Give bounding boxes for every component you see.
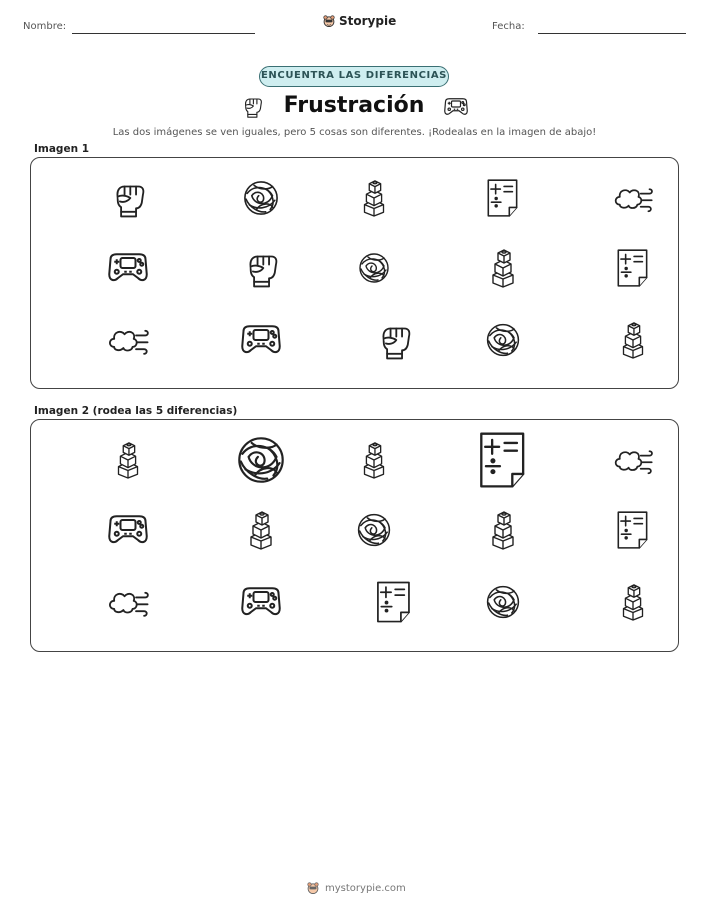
image2-r2c5-math-worksheet-icon[interactable] bbox=[612, 509, 654, 551]
image1-r3c4-tangled-yarn-icon[interactable] bbox=[481, 318, 525, 362]
page-title: Frustración bbox=[283, 93, 425, 118]
storypie-logo bbox=[322, 14, 396, 28]
footer-mascot-icon bbox=[306, 881, 320, 895]
image1-r2c1-game-controller-icon[interactable] bbox=[103, 243, 153, 293]
title-game-controller-icon bbox=[441, 92, 471, 120]
image1-r1c4-math-worksheet-icon[interactable] bbox=[482, 177, 524, 219]
worksheet-type-badge: ENCUENTRA LAS DIFERENCIAS bbox=[259, 66, 449, 87]
image1-r1c5-wind-puff-icon[interactable] bbox=[611, 176, 655, 220]
image1-r1c1-fist-icon[interactable] bbox=[105, 175, 151, 221]
image2-r2c1-game-controller-icon[interactable] bbox=[103, 505, 153, 555]
date-label: Fecha: bbox=[492, 21, 525, 32]
image1-r2c4-stacked-blocks-icon[interactable] bbox=[483, 248, 523, 288]
image1-r3c1-wind-puff-icon[interactable] bbox=[105, 317, 151, 363]
title-fist-icon bbox=[238, 92, 266, 120]
image1-r3c5-stacked-blocks-icon[interactable] bbox=[614, 321, 652, 359]
image1-r1c2-tangled-yarn-icon[interactable] bbox=[238, 175, 284, 221]
image2-panel bbox=[30, 419, 679, 652]
image1-r2c5-math-worksheet-icon[interactable] bbox=[612, 247, 654, 289]
image2-r1c1-stacked-blocks-icon[interactable] bbox=[109, 441, 147, 479]
image2-label: Imagen 2 (rodea las 5 diferencias) bbox=[34, 405, 238, 417]
image2-r1c3-stacked-blocks-icon[interactable] bbox=[355, 441, 393, 479]
image1-label: Imagen 1 bbox=[34, 143, 90, 155]
image1-r3c3-fist-icon[interactable] bbox=[371, 317, 417, 363]
footer-site[interactable]: mystorypie.com bbox=[325, 882, 406, 894]
image1-r3c2-game-controller-icon[interactable] bbox=[236, 315, 286, 365]
name-line[interactable] bbox=[72, 33, 255, 34]
image2-r3c4-tangled-yarn-icon[interactable] bbox=[481, 580, 525, 624]
image1-panel bbox=[30, 157, 679, 389]
image2-r3c1-wind-puff-icon[interactable] bbox=[105, 579, 151, 625]
mascot-icon bbox=[322, 14, 336, 28]
image2-r1c2-tangled-yarn-icon[interactable] bbox=[230, 429, 292, 491]
image2-r1c5-wind-puff-icon[interactable] bbox=[611, 438, 655, 482]
instructions: Las dos imágenes se ven iguales, pero 5 cosas son diferentes. ¡Rodealas en la imagen de abajo! bbox=[112, 127, 597, 138]
image2-r2c2-stacked-blocks-icon[interactable] bbox=[241, 510, 281, 550]
image2-r3c2-game-controller-icon[interactable] bbox=[236, 577, 286, 627]
footer bbox=[306, 881, 406, 895]
name-label: Nombre: bbox=[23, 21, 67, 32]
date-line[interactable] bbox=[538, 33, 686, 34]
image1-r1c3-stacked-blocks-icon[interactable] bbox=[355, 179, 393, 217]
image2-r3c3-math-worksheet-icon[interactable] bbox=[371, 579, 417, 625]
image2-r3c5-stacked-blocks-icon[interactable] bbox=[614, 583, 652, 621]
image2-r1c4-math-worksheet-icon[interactable] bbox=[472, 429, 534, 491]
image2-r2c3-tangled-yarn-icon[interactable] bbox=[352, 508, 396, 552]
image2-r2c4-stacked-blocks-icon[interactable] bbox=[483, 510, 523, 550]
image1-r2c2-fist-icon[interactable] bbox=[238, 245, 284, 291]
brand-name: Storypie bbox=[339, 14, 397, 28]
image1-r2c3-tangled-yarn-icon[interactable] bbox=[354, 248, 394, 288]
